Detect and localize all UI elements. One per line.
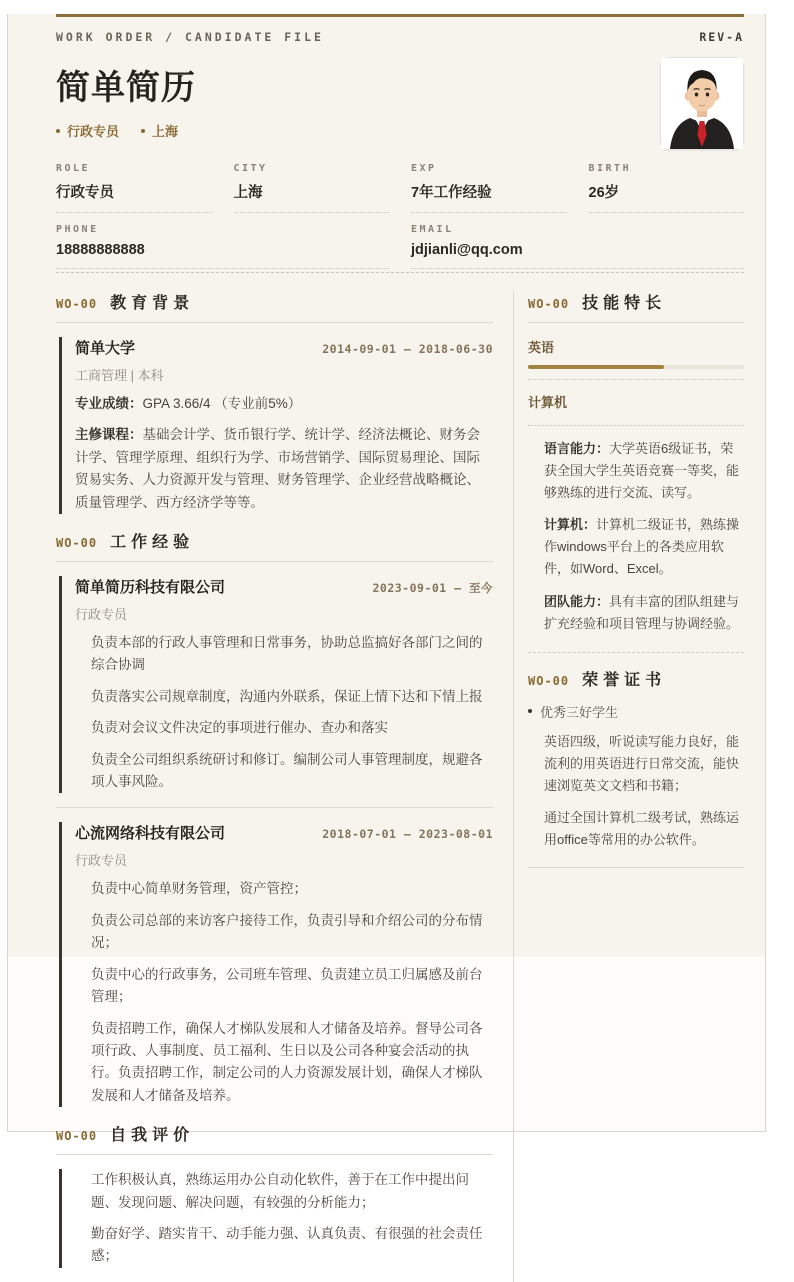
info-cell-phone: PHONE 18888888888: [56, 224, 389, 269]
job-divider: [56, 807, 493, 808]
resume-card: [7, 14, 766, 1264]
title-meta: [56, 121, 324, 140]
sidebar-end-divider: [528, 867, 744, 868]
meta-city: 上海: [152, 124, 179, 139]
courses-line: 主修课程：基础会计学、货币银行学、统计学、经济法概论、财务会计学、管理学原理、组织行为学、市场营销学、国际贸易理论、国际贸易实务、人力资源开发与管理、财务管理学、企业经营战略概论、质量管理学、西方经济学等等。: [75, 427, 480, 510]
section-title: 自我评价: [110, 1127, 195, 1145]
company-name: 简单简历科技有限公司: [75, 579, 226, 597]
self-eval-item: 工作积极认真，熟练运用办公自动化软件，善于在工作中提出问题、发现问题、解决问题，有较强的分析能力；: [91, 1172, 469, 1210]
job-duty: 负责中心的行政事务，公司班车管理、负责建立员工归属感及前台管理；: [91, 966, 483, 1005]
section-skills: [528, 290, 744, 635]
company-name: 心流网络科技有限公司: [75, 825, 226, 843]
gpa-line: 专业成绩：GPA 3.66/4 （专业前5%）: [75, 396, 302, 411]
job-role: 行政专员: [75, 853, 128, 869]
info-grid: [56, 163, 744, 269]
education-major: 工商管理 | 本科: [75, 368, 164, 383]
job-duty: 负责本部的行政人事管理和日常事务，协助总监搞好各部门之间的综合协调: [91, 635, 483, 673]
info-cell-exp: EXP 7年工作经验: [411, 163, 567, 213]
resume-header: [56, 30, 744, 150]
self-evaluation-entry: [59, 1169, 493, 1268]
education-entry: [59, 337, 493, 514]
school-name: 简单大学: [75, 340, 136, 357]
section-code: WO-00: [56, 297, 98, 311]
job-dates: 2018-07-01 – 2023-08-01: [322, 827, 493, 842]
skill-note: 语言能力：大学英语6级证书，荣获全国大学生英语竞赛一等奖，能够熟练的进行交流、读写。: [544, 441, 740, 501]
section-honors: [528, 667, 744, 851]
honor-item: 优秀三好学生: [528, 702, 744, 721]
bullet-icon: [528, 709, 532, 713]
document-eyebrow: WORK ORDER / CANDIDATE FILE: [56, 30, 324, 44]
job-duty: 负责落实公司规章制度，沟通内外联系，保证上情下达和下情上报: [91, 688, 483, 704]
job-entry: [59, 576, 493, 793]
section-code: WO-00: [56, 1129, 98, 1144]
skill-bar-track: [528, 365, 744, 369]
section-work: [56, 529, 493, 1107]
avatar-illustration: [661, 58, 743, 149]
revision-badge: REV-A: [699, 30, 744, 44]
section-title: 教育背景: [110, 295, 195, 312]
job-duty: 负责招聘工作，确保人才梯队发展和人才储备及培养。督导公司各项行政、人事制度、员工福利、生日以及公司各种宴会活动的执行。负责招聘工作，制定公司的人力资源发展计划，确保人才梯队发展和人才储备及培养。: [91, 1020, 483, 1103]
header-divider: [56, 272, 744, 273]
job-entry: [59, 822, 493, 1107]
candidate-photo: [660, 57, 744, 150]
main-column: [56, 290, 493, 1282]
info-cell-role: ROLE 行政专员: [56, 163, 212, 213]
skill-note: 团队能力：具有丰富的团队组建与扩充经验和项目管理与协调经验。: [544, 593, 740, 631]
job-duty: 负责对会议文件决定的事项进行催办、查办和落实: [91, 720, 388, 736]
bullet-icon: [56, 129, 60, 133]
job-duty: 负责公司总部的来访客户接待工作，负责引导和介绍公司的分布情况；: [91, 912, 483, 951]
section-title: 荣誉证书: [582, 671, 667, 689]
section-education: [56, 290, 493, 514]
info-cell-city: CITY 上海: [234, 163, 390, 213]
bullet-icon: [141, 129, 145, 133]
skill-note: 计算机：计算机二级证书，熟练操作windows平台上的各类应用软件，如Word、Excel。: [544, 517, 740, 577]
job-duty: 负责中心简单财务管理，资产管控；: [91, 881, 307, 897]
sidebar-divider: [528, 652, 744, 653]
honor-note: 英语四级，听说读写能力良好，能流利的用英语进行日常交流，能快速浏览英文文档和书籍；: [544, 733, 740, 793]
top-accent-rule: [56, 14, 744, 17]
self-eval-item: 勤奋好学、踏实肯干、动手能力强、认真负责、有很强的社会责任感；: [91, 1225, 483, 1264]
honor-note: 通过全国计算机二级考试，熟练运用office等常用的办公软件。: [544, 810, 740, 848]
section-self-evaluation: [56, 1122, 493, 1268]
info-cell-birth: BIRTH 26岁: [589, 163, 745, 213]
job-role: 行政专员: [75, 607, 128, 623]
job-duty: 负责全公司组织系统研讨和修订。编制公司人事管理制度，规避各项人事风险。: [91, 751, 483, 790]
info-cell-email: EMAIL jdjianli@qq.com: [411, 224, 744, 269]
job-dates: 2023-09-01 – 至今: [372, 581, 493, 596]
meta-role: 行政专员: [67, 124, 120, 139]
page-title: 简单简历: [56, 69, 196, 107]
section-title: 技能特长: [582, 295, 667, 312]
section-title: 工作经验: [110, 534, 195, 552]
section-code: WO-00: [528, 297, 570, 311]
skill-computer: 计算机: [528, 392, 744, 426]
section-code: WO-00: [528, 673, 570, 688]
skill-bar-fill: [528, 365, 664, 369]
skill-english: 英语: [528, 337, 744, 380]
education-dates: 2014-09-01 – 2018-06-30: [322, 342, 493, 356]
section-code: WO-00: [56, 536, 98, 551]
sidebar-column: [513, 290, 744, 1282]
